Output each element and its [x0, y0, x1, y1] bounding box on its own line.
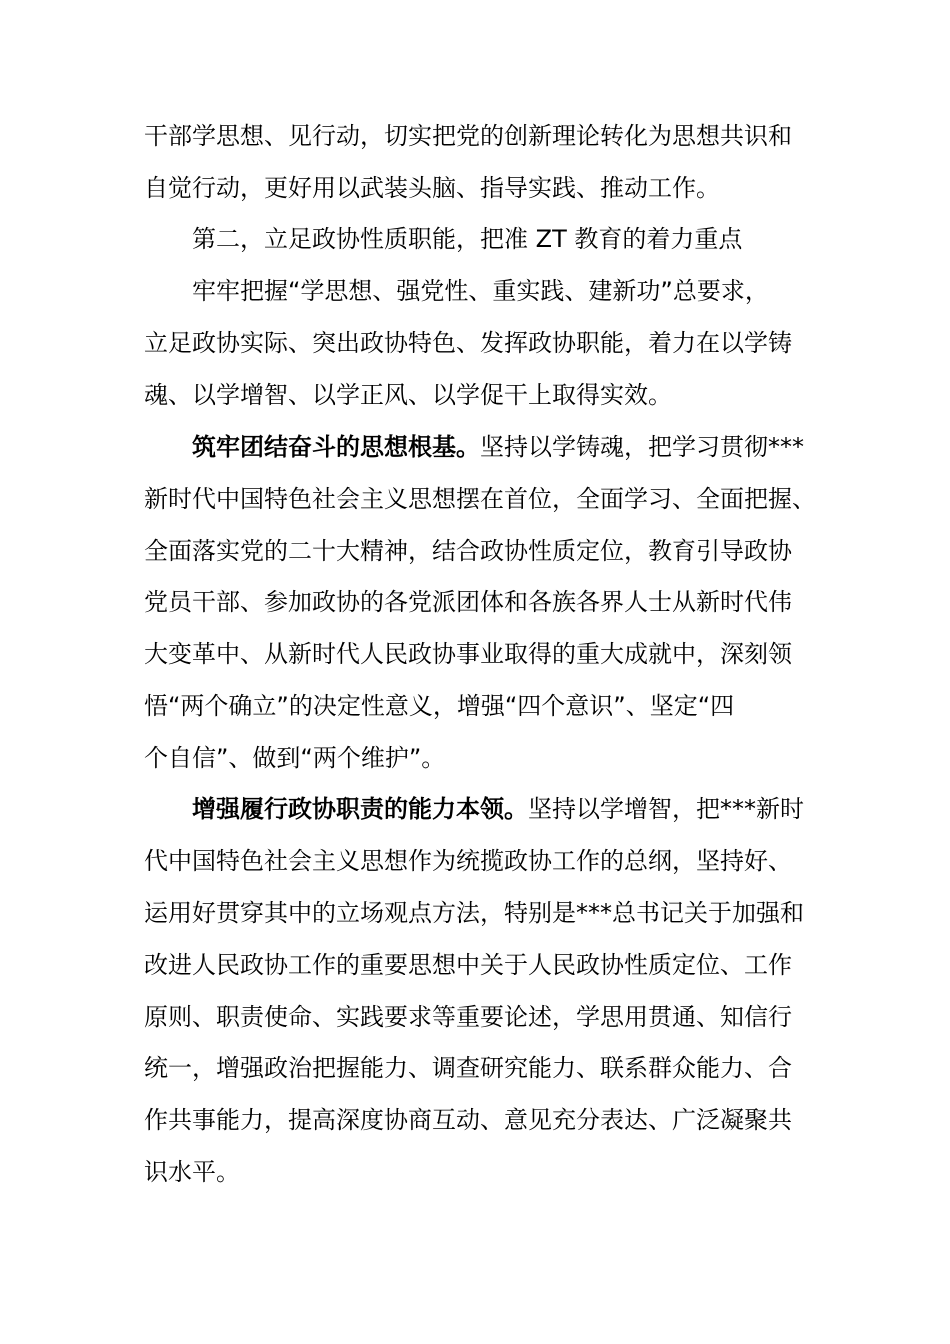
- bold-lead-heading: 筑牢团结奋斗的思想根基。: [192, 433, 480, 461]
- paragraph-text: 坚持以学增智，把***新时: [528, 795, 804, 823]
- paragraph-line: 统一，增强政治把握能力、调查研究能力、联系群众能力、合: [144, 1054, 792, 1082]
- paragraph-line: 立足政协实际、突出政协特色、发挥政协职能，着力在以学铸: [144, 329, 792, 357]
- section-heading: 第二，立足政协性质职能，把准 ZT 教育的着力重点: [192, 225, 743, 253]
- bold-lead-heading: 增强履行政协职责的能力本领。: [192, 795, 528, 823]
- paragraph-line: 党员干部、参加政协的各党派团体和各族各界人士从新时代伟: [144, 588, 792, 616]
- paragraph-line: 识水平。: [144, 1158, 240, 1186]
- paragraph-line: 牢牢把握“学思想、强党性、重实践、建新功”总要求，: [192, 277, 769, 305]
- paragraph-line: 代中国特色社会主义思想作为统揽政协工作的总纲，坚持好、: [144, 847, 792, 875]
- paragraph-line: 魂、以学增智、以学正风、以学促干上取得实效。: [144, 381, 672, 409]
- paragraph-line: [192, 421, 804, 473]
- paragraph-line: 个自信”、做到“两个维护”。: [144, 744, 446, 772]
- paragraph-text: 坚持以学铸魂，把学习贯彻***: [480, 433, 804, 461]
- paragraph-line: 自觉行动，更好用以武装头脑、指导实践、推动工作。: [144, 174, 720, 202]
- paragraph-line: 新时代中国特色社会主义思想摆在首位，全面学习、全面把握、: [144, 485, 816, 513]
- paragraph-line: 改进人民政协工作的重要思想中关于人民政协性质定位、工作: [144, 951, 792, 979]
- paragraph-line: 全面落实党的二十大精神，结合政协性质定位，教育引导政协: [144, 537, 792, 565]
- paragraph-line: 运用好贯穿其中的立场观点方法，特别是***总书记关于加强和: [144, 899, 804, 927]
- paragraph-line: 干部学思想、见行动，切实把党的创新理论转化为思想共识和: [144, 122, 792, 150]
- paragraph-line: 作共事能力，提高深度协商互动、意见充分表达、广泛凝聚共: [144, 1106, 792, 1134]
- paragraph-line: 大变革中、从新时代人民政协事业取得的重大成就中，深刻领: [144, 640, 792, 668]
- paragraph-line: 原则、职责使命、实践要求等重要论述，学思用贯通、知信行: [144, 1003, 792, 1031]
- paragraph-line: 悟“两个确立”的决定性意义，增强“四个意识”、坚定“四: [144, 692, 735, 720]
- paragraph-line: [192, 783, 804, 835]
